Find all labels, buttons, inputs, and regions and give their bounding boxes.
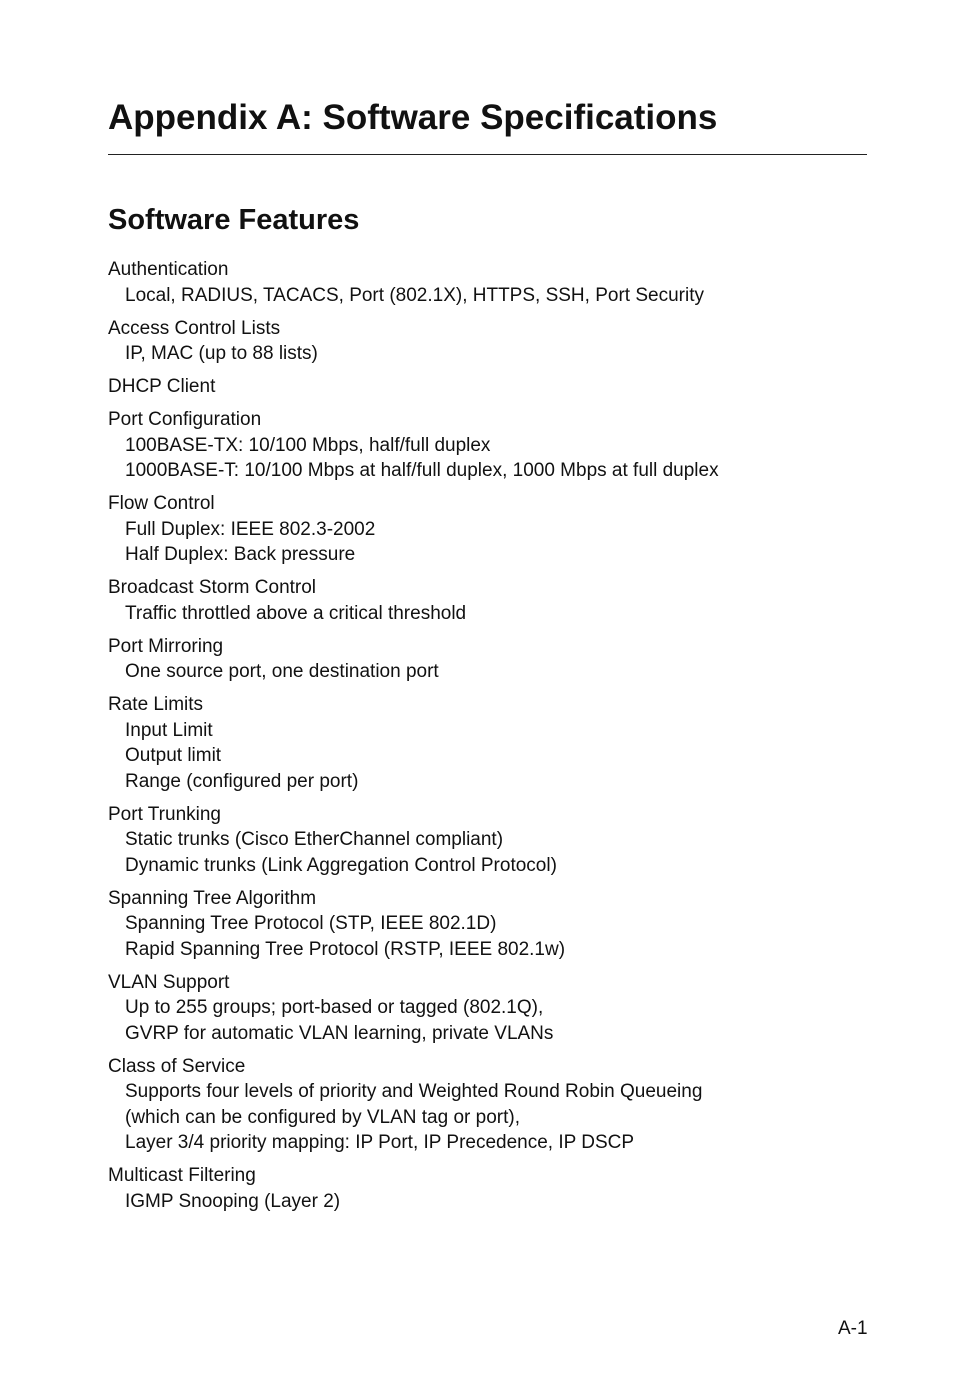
feature-detail: Up to 255 groups; port-based or tagged (802.1Q), — [125, 997, 544, 1018]
feature-detail: Input Limit — [125, 719, 213, 741]
feature-detail: IGMP Snooping (Layer 2) — [125, 1190, 341, 1212]
feature-detail: One source port, one destination port — [125, 661, 439, 682]
feature-detail: Spanning Tree Protocol (STP, IEEE 802.1D) — [125, 913, 497, 934]
feature-detail: Full Duplex: IEEE 802.3-2002 — [125, 518, 376, 540]
chapter-title: Appendix A: Software Specifications — [108, 98, 718, 137]
feature-item — [108, 491, 867, 568]
feature-detail: 1000BASE-T: 10/100 Mbps at half/full duplex, 1000 Mbps at full duplex — [125, 460, 719, 481]
feature-item — [108, 802, 867, 879]
feature-name: VLAN Support — [108, 971, 230, 993]
feature-name: Access Control Lists — [108, 317, 281, 339]
feature-item — [108, 634, 867, 685]
feature-detail: Dynamic trunks (Link Aggregation Control Protocol) — [125, 854, 557, 876]
feature-detail: Layer 3/4 priority mapping: IP Port, IP Precedence, IP DSCP — [125, 1132, 635, 1153]
feature-name: DHCP Client — [108, 376, 216, 397]
feature-name: Broadcast Storm Control — [108, 577, 317, 598]
feature-detail: Range (configured per port) — [125, 770, 359, 792]
feature-item — [108, 374, 867, 400]
feature-detail: Supports four levels of priority and Weighted Round Robin Queueing — [125, 1081, 703, 1102]
feature-item — [108, 1163, 867, 1214]
feature-detail: (which can be configured by VLAN tag or port), — [125, 1106, 520, 1128]
feature-item — [108, 407, 867, 484]
feature-detail: Half Duplex: Back pressure — [125, 544, 356, 565]
feature-detail: Local, RADIUS, TACACS, Port (802.1X), HTTPS, SSH, Port Security — [125, 284, 704, 306]
feature-detail: Output limit — [125, 745, 222, 766]
feature-name: Spanning Tree Algorithm — [108, 887, 317, 909]
feature-detail: GVRP for automatic VLAN learning, private VLANs — [125, 1022, 554, 1044]
feature-list — [108, 257, 867, 1222]
feature-name: Port Mirroring — [108, 635, 224, 657]
feature-name: Class of Service — [108, 1055, 246, 1077]
feature-item — [108, 970, 867, 1047]
feature-item — [108, 692, 867, 794]
feature-item — [108, 1054, 867, 1156]
feature-name: Multicast Filtering — [108, 1165, 256, 1186]
feature-item — [108, 575, 867, 626]
feature-detail: IP, MAC (up to 88 lists) — [125, 343, 318, 364]
feature-detail: 100BASE-TX: 10/100 Mbps, half/full duplex — [125, 434, 491, 456]
section-title: Software Features — [108, 204, 360, 236]
feature-detail: Rapid Spanning Tree Protocol (RSTP, IEEE 802.1w) — [125, 938, 566, 960]
feature-detail: Static trunks (Cisco EtherChannel compliant) — [125, 829, 504, 850]
feature-name: Flow Control — [108, 493, 215, 514]
feature-name: Authentication — [108, 259, 229, 280]
feature-item — [108, 886, 867, 963]
page-number: A-1 — [838, 1318, 868, 1339]
feature-detail: Traffic throttled above a critical threshold — [125, 602, 467, 624]
feature-item — [108, 316, 867, 367]
feature-name: Rate Limits — [108, 694, 204, 715]
feature-name: Port Configuration — [108, 409, 262, 430]
title-divider — [108, 154, 867, 155]
feature-name: Port Trunking — [108, 803, 221, 825]
feature-item — [108, 257, 867, 308]
